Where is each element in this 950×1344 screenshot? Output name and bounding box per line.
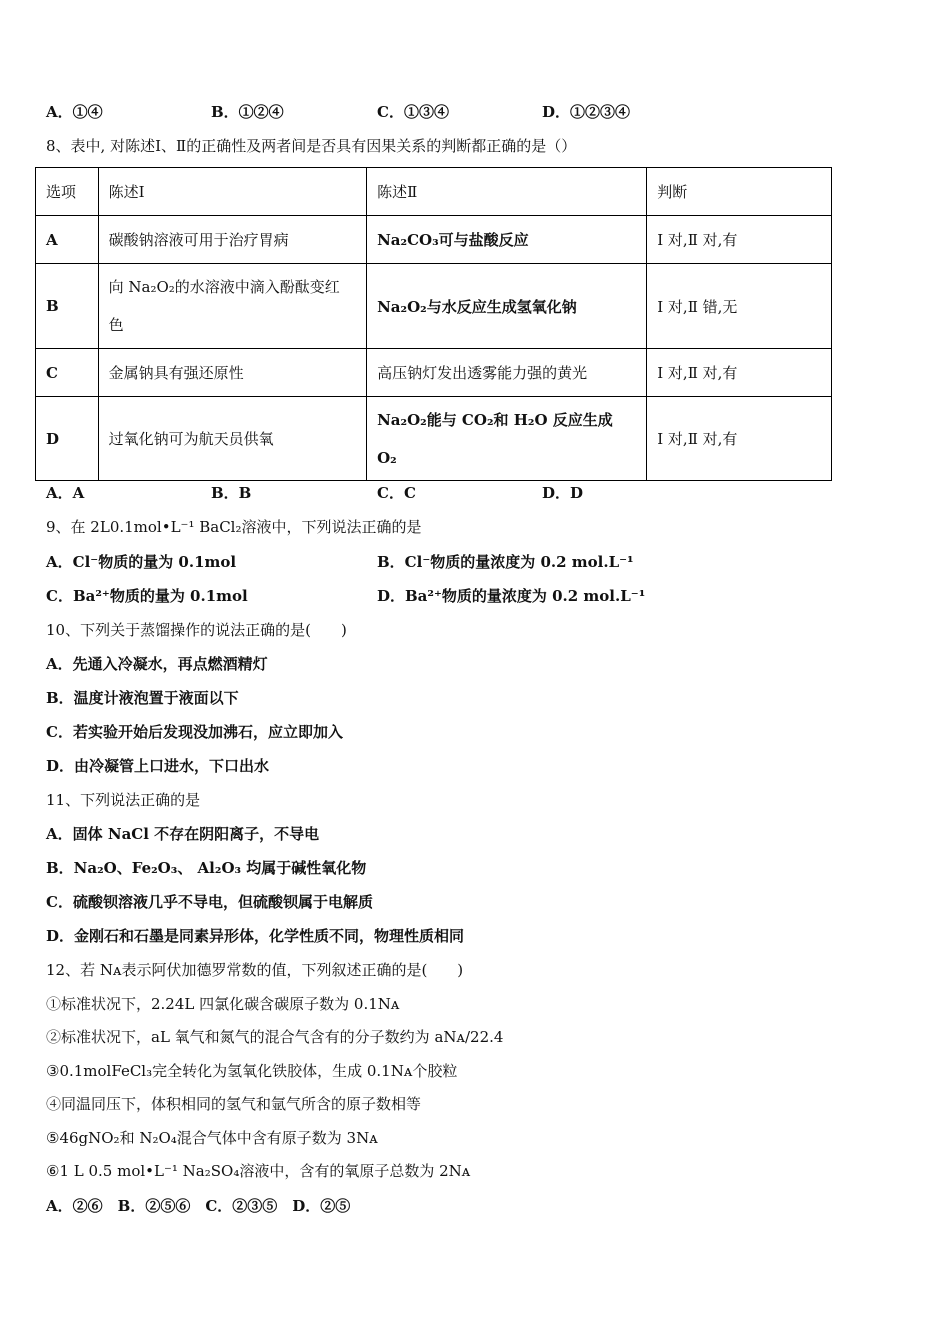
row-option: B [36, 264, 99, 349]
header-statement-2: 陈述Ⅱ [367, 168, 647, 216]
q8-option-b: B．B [211, 484, 252, 502]
q12-item-5: ⑤46gNO₂和 N₂O₄混合气体中含有原子数为 3Nᴀ [46, 1129, 378, 1147]
q9-option-b: B．Cl⁻物质的量浓度为 0.2 mol.L⁻¹ [377, 553, 634, 571]
row-statement-2: 高压钠灯发出透雾能力强的黄光 [367, 349, 647, 397]
q12-item-6: ⑥1 L 0.5 mol•L⁻¹ Na₂SO₄溶液中，含有的氧原子总数为 2Nᴀ [46, 1162, 471, 1180]
q11-option-b: B．Na₂O、Fe₂O₃、 Al₂O₃ 均属于碱性氧化物 [46, 859, 367, 877]
q11-option-d: D．金刚石和石墨是同素异形体，化学性质不同，物理性质相同 [46, 927, 465, 945]
q11-stem: 11、下列说法正确的是 [46, 791, 201, 809]
q12-stem: 12、若 Nᴀ表示阿伏加德罗常数的值，下列叙述正确的是( ) [46, 961, 464, 979]
q8-table [35, 167, 832, 481]
table-row [36, 264, 832, 349]
q10-stem: 10、下列关于蒸馏操作的说法正确的是( ) [46, 621, 347, 639]
q7-option-d: D．①②③④ [542, 103, 631, 121]
q8-option-d: D．D [542, 484, 584, 502]
q7-option-a: A．①④ [46, 103, 103, 121]
row-judgement: Ⅰ 对,Ⅱ 对,有 [647, 397, 832, 481]
q9-stem: 9、在 2L0.1mol•L⁻¹ BaCl₂溶液中，下列说法正确的是 [46, 518, 422, 536]
row-statement-2: Na₂CO₃可与盐酸反应 [367, 216, 647, 264]
row-option: C [36, 349, 99, 397]
table-row [36, 216, 832, 264]
row-statement-2: Na₂O₂能与 CO₂和 H₂O 反应生成O₂ [367, 397, 647, 481]
q8-stem: 8、表中, 对陈述Ⅰ、Ⅱ的正确性及两者间是否具有因果关系的判断都正确的是（） [46, 137, 577, 155]
q11-option-c: C．硫酸钡溶液几乎不导电，但硫酸钡属于电解质 [46, 893, 373, 911]
row-judgement: Ⅰ 对,Ⅱ 对,有 [647, 216, 832, 264]
row-statement-1: 碳酸钠溶液可用于治疗胃病 [98, 216, 366, 264]
header-option: 选项 [36, 168, 99, 216]
table-header-row [36, 168, 832, 216]
row-statement-1: 向 Na₂O₂的水溶液中滴入酚酞变红色 [98, 264, 366, 349]
row-statement-1: 金属钠具有强还原性 [98, 349, 366, 397]
q7-option-b: B．①②④ [211, 103, 284, 121]
q8-option-c: C．C [377, 484, 416, 502]
q8-option-a: A．A [46, 484, 85, 502]
row-judgement: Ⅰ 对,Ⅱ 错,无 [647, 264, 832, 349]
q12-answer-options: A．②⑥ B．②⑤⑥ C．②③⑤ D．②⑤ [46, 1197, 351, 1215]
q12-item-4: ④同温同压下，体积相同的氢气和氩气所含的原子数相等 [46, 1095, 422, 1113]
row-statement-2: Na₂O₂与水反应生成氢氧化钠 [367, 264, 647, 349]
row-judgement: Ⅰ 对,Ⅱ 对,有 [647, 349, 832, 397]
row-option: D [36, 397, 99, 481]
q12-item-1: ①标准状况下，2.24L 四氯化碳含碳原子数为 0.1Nᴀ [46, 995, 400, 1013]
header-statement-1: 陈述Ⅰ [98, 168, 366, 216]
q11-option-a: A．固体 NaCl 不存在阴阳离子，不导电 [46, 825, 320, 843]
table-row [36, 397, 832, 481]
table-row [36, 349, 832, 397]
q12-item-2: ②标准状况下，aL 氧气和氮气的混合气含有的分子数约为 aNᴀ/22.4 [46, 1028, 504, 1046]
row-option: A [36, 216, 99, 264]
header-judgement: 判断 [647, 168, 832, 216]
q7-option-c: C．①③④ [377, 103, 449, 121]
q10-option-c: C．若实验开始后发现没加沸石，应立即加入 [46, 723, 343, 741]
q12-item-3: ③0.1molFeCl₃完全转化为氢氧化铁胶体，生成 0.1Nᴀ个胶粒 [46, 1062, 458, 1080]
row-statement-1: 过氧化钠可为航天员供氧 [98, 397, 366, 481]
q10-option-d: D．由冷凝管上口进水，下口出水 [46, 757, 270, 775]
q10-option-a: A．先通入冷凝水，再点燃酒精灯 [46, 655, 268, 673]
q10-option-b: B．温度计液泡置于液面以下 [46, 689, 239, 707]
q9-option-c: C．Ba²⁺物质的量为 0.1mol [46, 587, 248, 605]
q9-option-d: D．Ba²⁺物质的量浓度为 0.2 mol.L⁻¹ [377, 587, 646, 605]
q9-option-a: A．Cl⁻物质的量为 0.1mol [46, 553, 237, 571]
